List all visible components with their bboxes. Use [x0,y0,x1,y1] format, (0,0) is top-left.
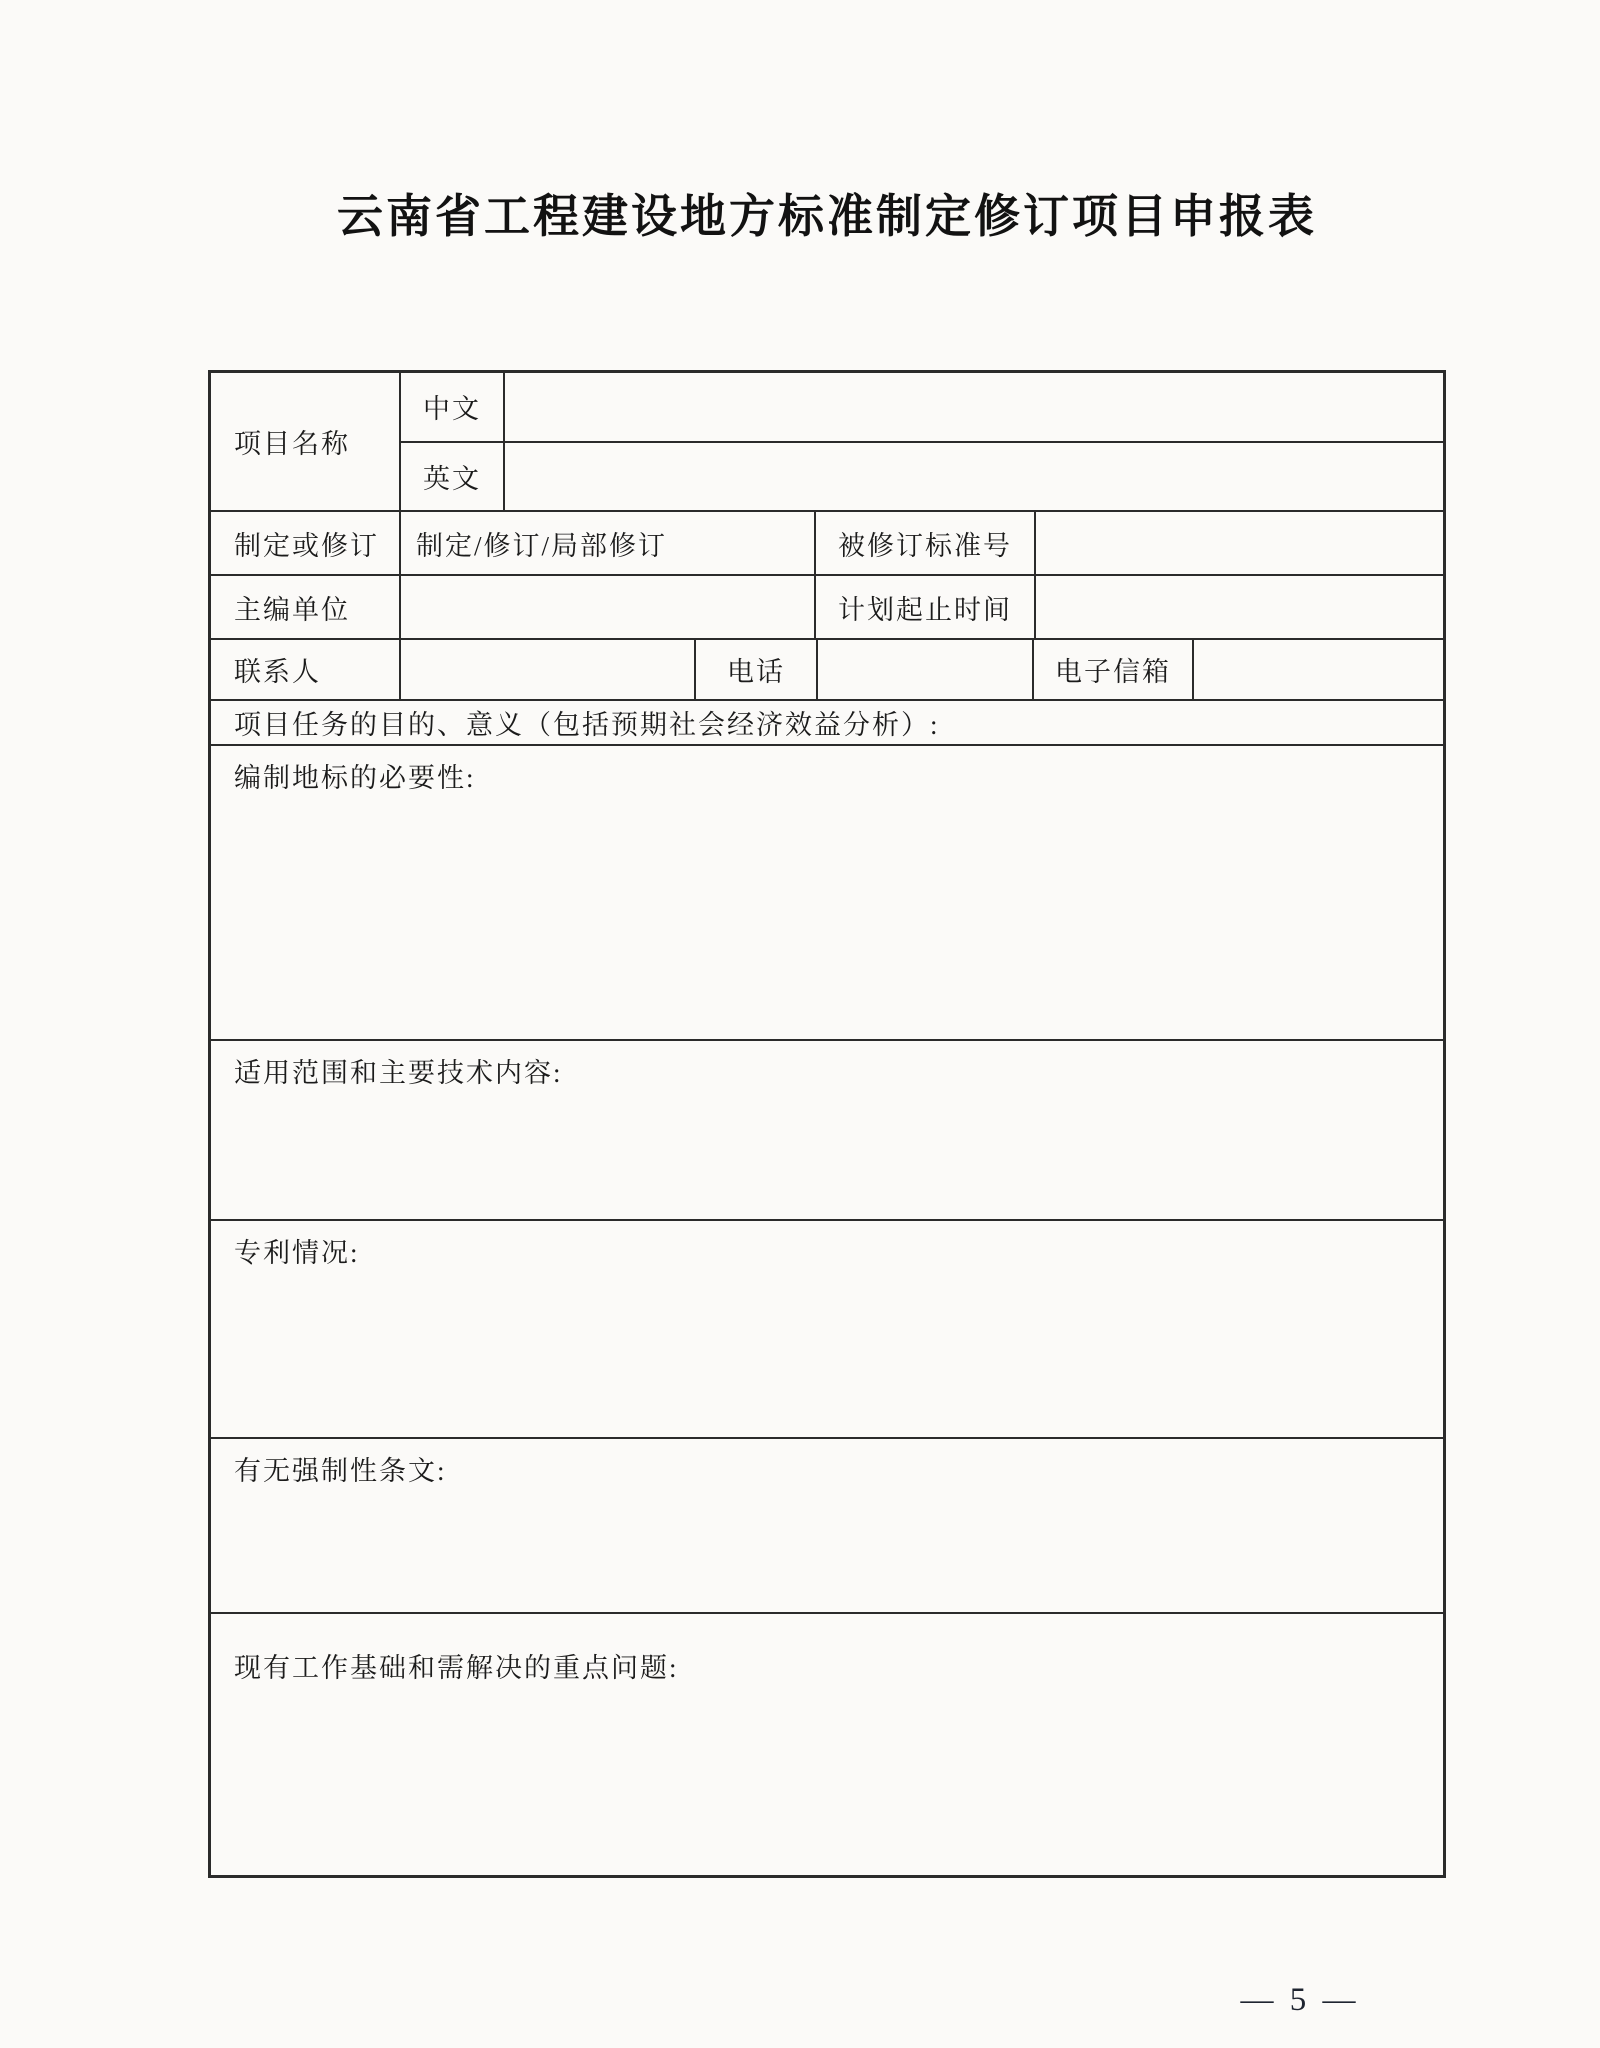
english-label: 英文 [423,463,481,494]
row-patent [211,1219,1443,1437]
formulate-or-revise-value: 制定/修订/局部修订 [416,530,668,561]
row-contact [211,638,1443,699]
scope-cell [211,1041,1443,1219]
project-name-label-cell [211,373,399,510]
formulate-or-revise-label: 制定或修订 [234,530,379,561]
english-name-value-cell [503,443,1443,511]
email-label: 电子信箱 [1055,657,1171,687]
application-form-table [208,370,1446,1878]
purpose-label: 项目任务的目的、意义（包括预期社会经济效益分析）: [234,710,940,740]
patent-label: 专利情况: [234,1238,360,1268]
necessity-label: 编制地标的必要性: [234,763,476,793]
formulate-or-revise-value-cell [399,512,814,574]
patent-cell [211,1221,1443,1437]
contact-label: 联系人 [234,657,321,687]
necessity-cell [211,746,1443,1039]
chinese-label-cell [399,373,503,441]
subrow-english-name [399,443,1443,511]
schedule-label-cell [814,576,1034,638]
project-name-label: 项目名称 [234,429,350,459]
contact-label-cell [211,640,399,699]
email-value-cell [1192,640,1443,699]
email-label-cell [1032,640,1192,699]
foundation-cell [211,1614,1443,1875]
schedule-label: 计划起止时间 [838,594,1012,625]
subrow-chinese-name [399,373,1443,443]
mandatory-label: 有无强制性条文: [234,1456,447,1486]
revised-standard-no-label-cell [814,512,1034,574]
mandatory-cell [211,1439,1443,1612]
revised-standard-no-value-cell [1034,512,1443,574]
scope-label: 适用范围和主要技术内容: [234,1058,563,1088]
foundation-label: 现有工作基础和需解决的重点问题: [234,1653,679,1683]
chinese-label: 中文 [423,394,481,425]
row-foundation [211,1612,1443,1875]
row-formulate-or-revise [211,510,1443,574]
english-label-cell [399,443,503,511]
schedule-value-cell [1034,576,1443,638]
phone-label: 电话 [727,657,785,687]
phone-label-cell [694,640,816,699]
row-mandatory [211,1437,1443,1612]
row-purpose [211,699,1443,744]
phone-value-cell [816,640,1032,699]
page-title: 云南省工程建设地方标准制定修订项目申报表 [337,191,1317,242]
revised-standard-no-label: 被修订标准号 [838,530,1012,561]
contact-value-cell [399,640,694,699]
chief-unit-label: 主编单位 [234,594,350,625]
chinese-name-value-cell [503,373,1443,441]
formulate-or-revise-label-cell [211,512,399,574]
chief-unit-value-cell [399,576,814,638]
row-necessity [211,744,1443,1039]
page-number: — 5 — [1240,1982,1360,2018]
row-chief-unit [211,574,1443,638]
project-name-subrows [399,373,1443,510]
row-project-name [211,373,1443,510]
row-scope [211,1039,1443,1219]
chief-unit-label-cell [211,576,399,638]
purpose-cell [211,701,1443,744]
